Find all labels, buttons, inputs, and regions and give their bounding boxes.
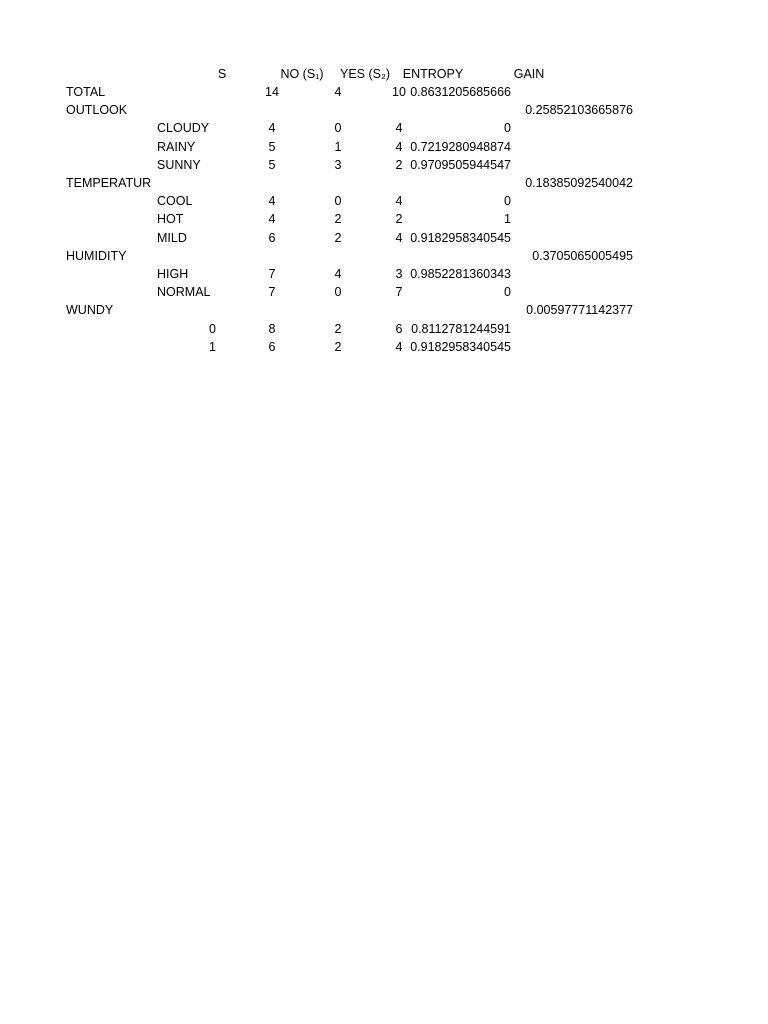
table-row [0,138,768,156]
entropy-cell: 0 [504,121,511,136]
value-cell: 1 [209,339,216,354]
yes-cell: 3 [395,267,403,281]
entropy-cell: 0.9709505944547 [410,157,511,172]
no-cell: 4 [334,267,342,281]
gain-cell: 0.00597771142377 [526,303,633,318]
table-row [0,83,768,101]
s-cell: 4 [268,194,276,209]
table-row [0,338,768,356]
no-cell: 1 [334,139,342,154]
no-cell: 0 [334,194,342,209]
s-cell: 4 [268,121,276,136]
table-row [0,283,768,301]
header-no: NO (S₁) [280,67,324,81]
entropy-cell: 0.9852281360343 [410,267,511,281]
s-cell: 5 [268,157,276,172]
table-row [0,320,768,338]
no-cell: 3 [334,157,342,172]
yes-cell: 4 [395,230,403,245]
value-cell: MILD [157,230,187,245]
table-row [0,101,768,119]
attribute-cell: HUMIDITY [66,248,127,263]
table-row [0,229,768,247]
entropy-cell: 0.8631205685666 [410,85,511,99]
no-cell: 0 [334,121,342,136]
no-cell: 2 [334,212,342,227]
s-cell: 7 [268,267,276,281]
header-entropy: ENTROPY [402,67,464,81]
value-cell: NORMAL [157,285,211,300]
attribute-cell: TEMPERATUR [66,176,152,190]
table-row [0,210,768,228]
yes-cell: 2 [395,212,403,227]
attribute-cell: WUNDY [66,303,114,318]
table-row [0,156,768,174]
table-row [0,247,768,265]
gain-cell: 0.25852103665876 [525,103,633,118]
no-cell: 2 [334,321,342,336]
value-cell: CLOUDY [157,121,210,136]
header-yes: YES (S₂) [340,67,390,81]
header-s: S [217,67,227,81]
no-cell: 2 [334,339,342,354]
value-cell: HOT [157,212,184,227]
yes-cell: 4 [395,194,403,209]
table-row [0,174,768,192]
yes-cell: 4 [395,139,403,154]
entropy-cell: 0.9182958340545 [410,230,511,245]
yes-cell: 2 [395,157,403,172]
header-row [0,65,768,83]
yes-cell: 7 [395,285,403,300]
table-row [0,119,768,137]
value-cell: 0 [209,321,216,336]
header-gain: GAIN [513,67,545,81]
table-row [0,192,768,210]
attribute-cell: TOTAL [66,85,106,99]
s-cell: 7 [268,285,276,300]
s-cell: 4 [268,212,276,227]
s-cell: 6 [268,339,276,354]
no-cell: 4 [334,85,342,99]
s-cell: 5 [268,139,276,154]
yes-cell: 6 [395,321,403,336]
yes-cell: 10 [392,85,406,99]
value-cell: HIGH [157,267,189,281]
value-cell: COOL [157,194,193,209]
gain-cell: 0.3705065005495 [532,248,633,263]
entropy-cell: 0.7219280948874 [410,139,511,154]
entropy-cell: 0.9182958340545 [410,339,511,354]
gain-cell: 0.18385092540042 [525,176,633,190]
entropy-cell: 0 [504,194,511,209]
yes-cell: 4 [395,121,403,136]
s-cell: 14 [265,85,279,99]
s-cell: 6 [268,230,276,245]
no-cell: 2 [334,230,342,245]
table-row [0,301,768,319]
entropy-cell: 0.8112781244591 [411,321,511,336]
no-cell: 0 [334,285,342,300]
attribute-cell: OUTLOOK [66,103,128,118]
table-row [0,265,768,283]
s-cell: 8 [268,321,276,336]
entropy-cell: 1 [504,212,511,227]
entropy-cell: 0 [504,285,511,300]
yes-cell: 4 [395,339,403,354]
value-cell: RAINY [157,139,196,154]
value-cell: SUNNY [157,157,201,172]
